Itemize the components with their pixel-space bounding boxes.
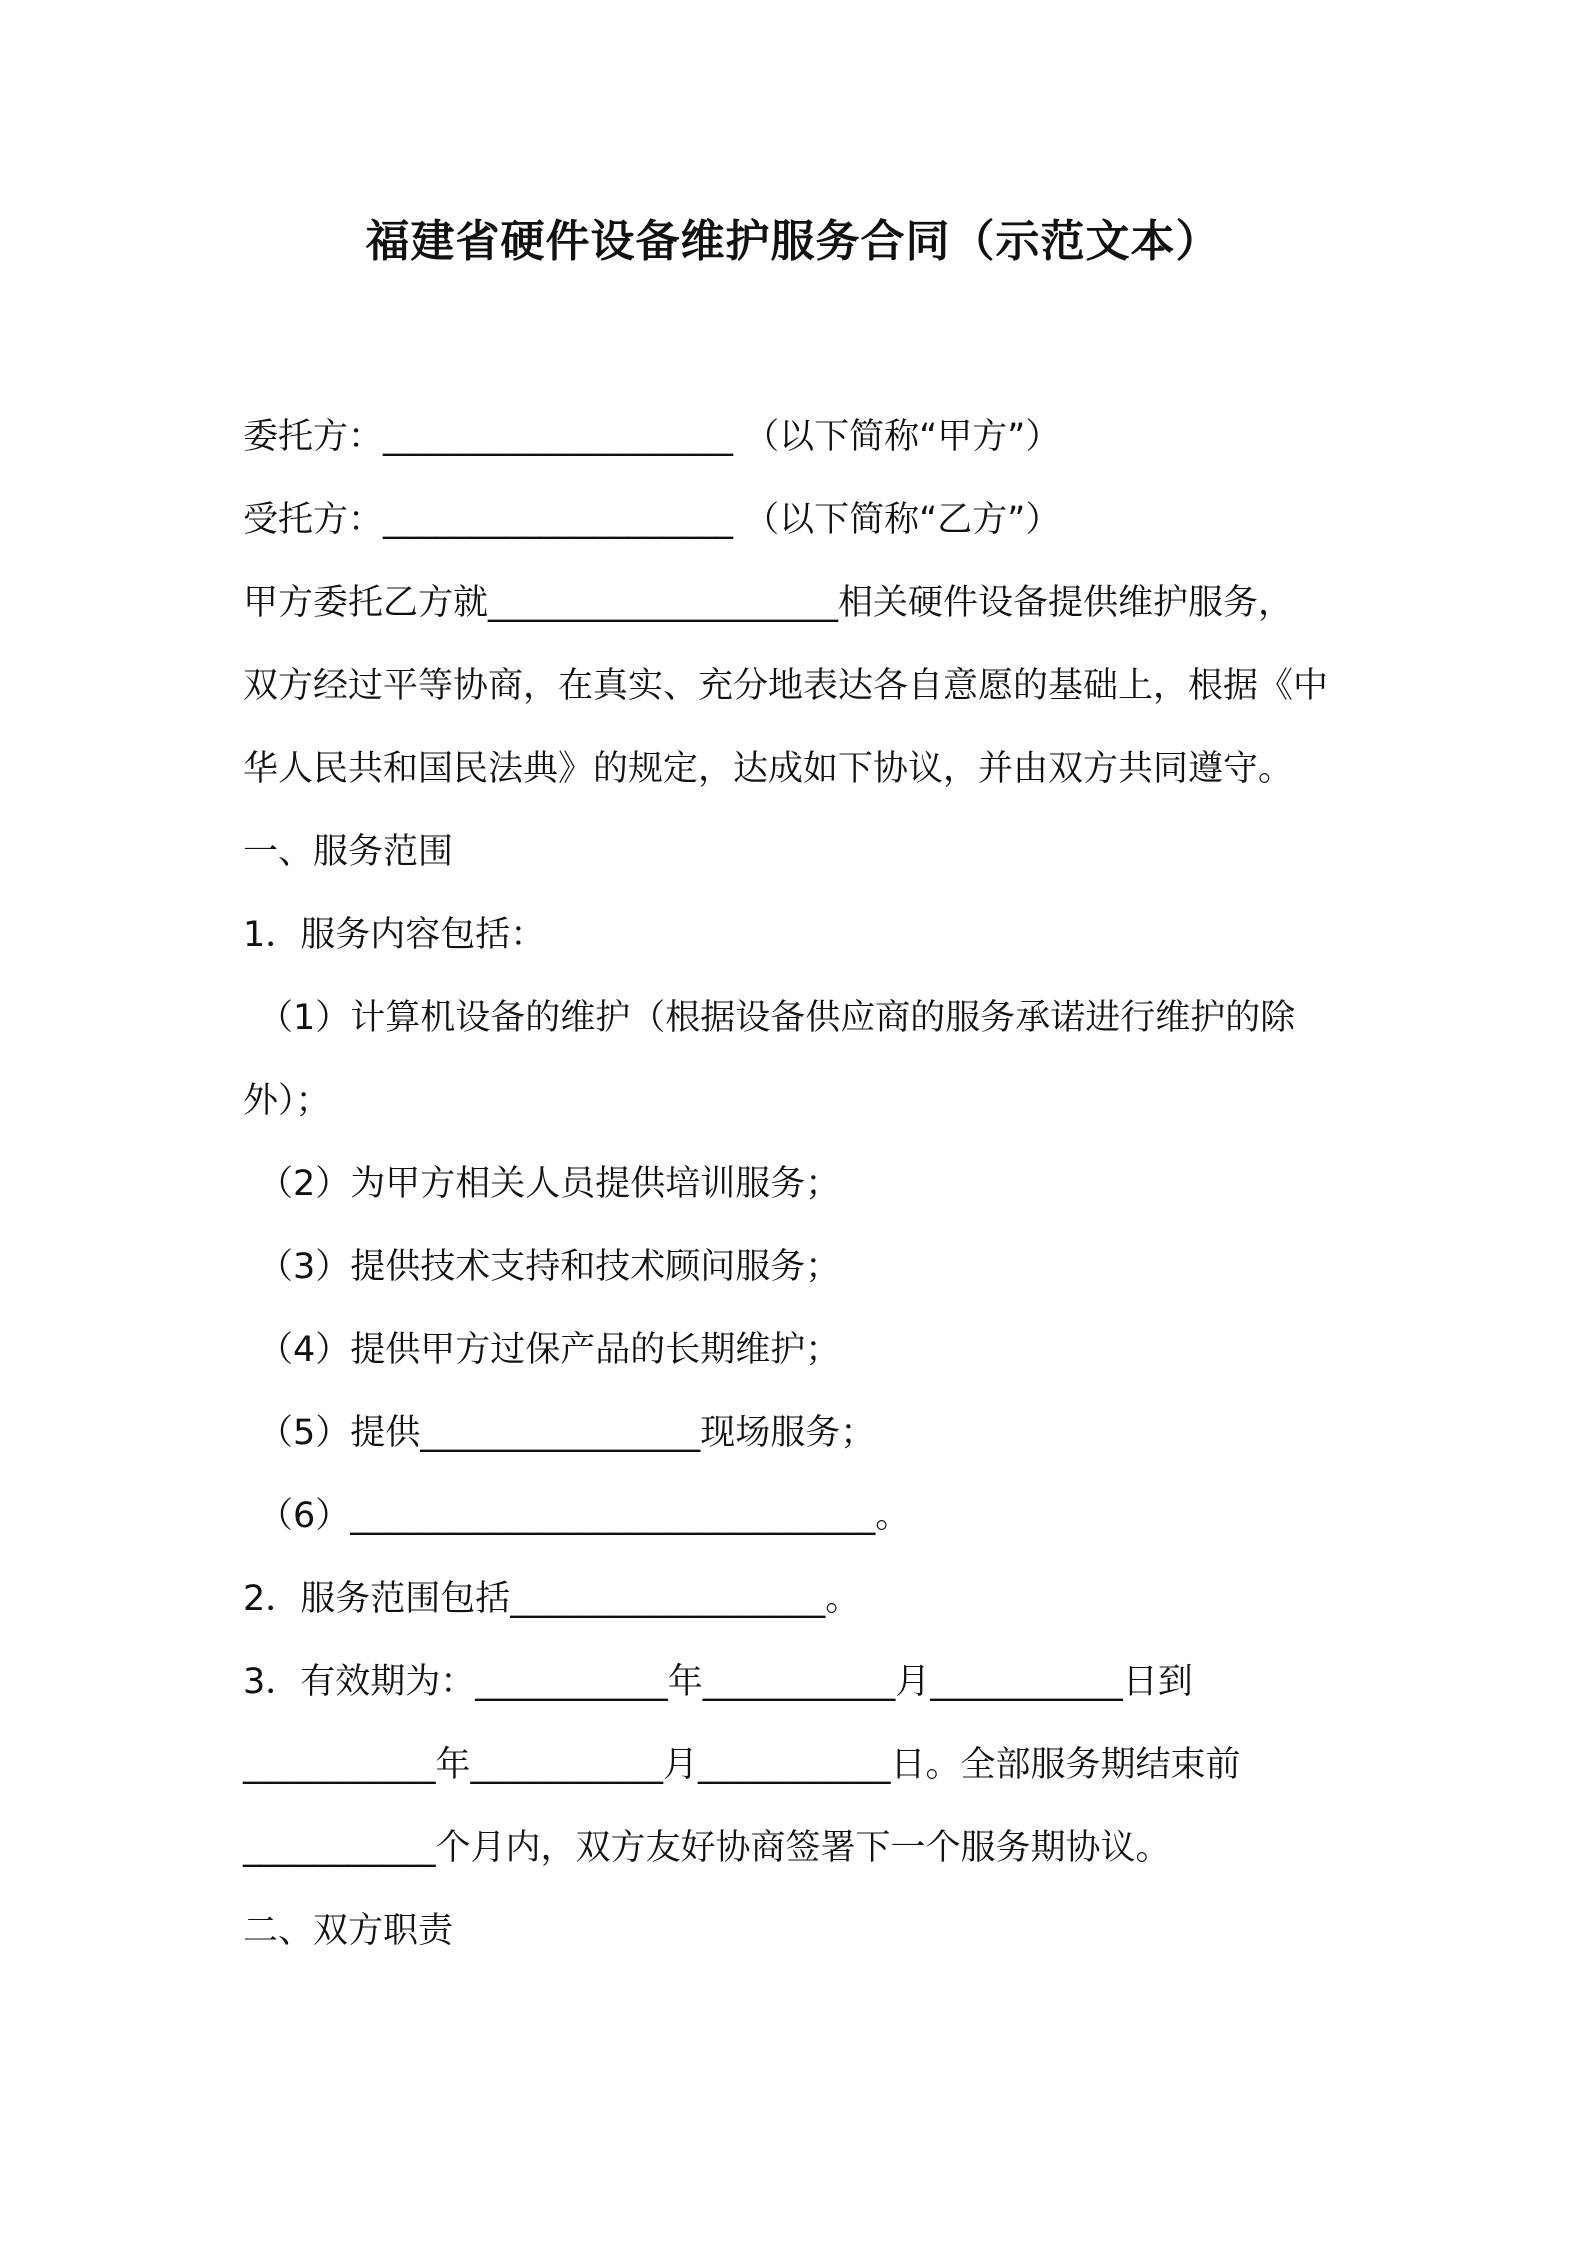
document-title: 福建省硬件设备维护服务合同（示范文本）	[365, 216, 1221, 267]
clause-3-line-3: ___________个月内，双方友好协商签署下一个服务期协议。	[243, 1828, 1171, 1868]
preamble-line-2: 双方经过平等协商，在真实、充分地表达各自意愿的基础上，根据《中	[243, 666, 1329, 706]
preamble-line-1: 甲方委托乙方就____________________相关硬件设备提供维护服务，	[243, 583, 1294, 623]
clause-1-heading: 1．服务内容包括：	[243, 915, 546, 955]
clause-3-line-2: ___________年___________月___________日。全部服务期结束前	[243, 1745, 1241, 1785]
item-5: （5）提供________________现场服务；	[258, 1413, 876, 1453]
item-2: （2）为甲方相关人员提供培训服务；	[258, 1164, 841, 1204]
item-4: （4）提供甲方过保产品的长期维护；	[258, 1330, 841, 1370]
item-6: （6）______________________________。	[258, 1496, 911, 1536]
clause-3-line-1: 3．有效期为：___________年___________月___________日到	[243, 1662, 1193, 1702]
clause-2: 2．服务范围包括__________________。	[243, 1579, 861, 1619]
item-1-line-2: 外）；	[243, 1081, 331, 1121]
item-3: （3）提供技术支持和技术顾问服务；	[258, 1247, 841, 1287]
preamble-line-3: 华人民共和国民法典》的规定，达成如下协议，并由双方共同遵守。	[243, 749, 1294, 789]
contractor-line: 受托方：____________________ （以下简称“乙方”）	[243, 500, 1061, 540]
client-line: 委托方：____________________ （以下简称“甲方”）	[243, 417, 1061, 457]
item-1-line-1: （1）计算机设备的维护（根据设备供应商的服务承诺进行维护的除	[258, 998, 1296, 1038]
section-heading-duties: 二、双方职责	[243, 1911, 454, 1951]
section-heading-scope: 一、服务范围	[243, 832, 454, 872]
